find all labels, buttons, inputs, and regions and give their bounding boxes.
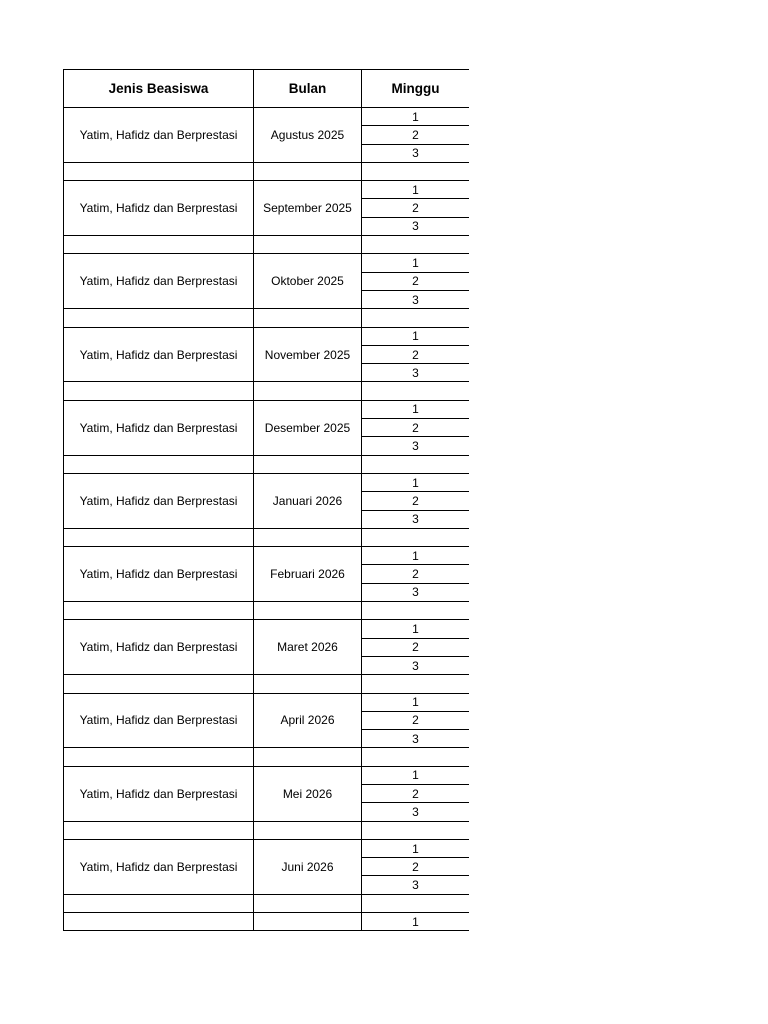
minggu-cell: 1 [362, 839, 470, 857]
schedule-sheet [63, 69, 469, 936]
spacer-row [64, 382, 470, 400]
empty-cell [64, 748, 254, 766]
minggu-cell: 1 [362, 108, 470, 126]
bulan-cell: Januari 2026 [254, 473, 362, 528]
minggu-cell: 3 [362, 144, 470, 162]
table-row [64, 913, 470, 931]
bulan-cell: April 2026 [254, 693, 362, 748]
header-bulan: Bulan [254, 70, 362, 108]
empty-cell [362, 528, 470, 546]
jenis-beasiswa-cell: Yatim, Hafidz dan Berprestasi [64, 839, 254, 894]
bulan-cell: Februari 2026 [254, 547, 362, 602]
minggu-cell: 3 [362, 656, 470, 674]
jenis-beasiswa-cell: Yatim, Hafidz dan Berprestasi [64, 108, 254, 163]
spacer-row [64, 528, 470, 546]
jenis-beasiswa-cell: Yatim, Hafidz dan Berprestasi [64, 181, 254, 236]
minggu-cell: 3 [362, 510, 470, 528]
empty-cell [362, 236, 470, 254]
empty-cell [362, 162, 470, 180]
minggu-cell: 3 [362, 217, 470, 235]
minggu-cell: 1 [362, 766, 470, 784]
table-row [64, 766, 470, 784]
empty-cell [64, 602, 254, 620]
empty-cell [64, 382, 254, 400]
minggu-cell: 2 [362, 419, 470, 437]
jenis-beasiswa-cell: Yatim, Hafidz dan Berprestasi [64, 620, 254, 675]
jenis-beasiswa-cell: Yatim, Hafidz dan Berprestasi [64, 327, 254, 382]
empty-cell [254, 236, 362, 254]
empty-cell [362, 675, 470, 693]
minggu-cell: 3 [362, 730, 470, 748]
table-row [64, 839, 470, 857]
empty-cell [362, 455, 470, 473]
minggu-cell: 3 [362, 437, 470, 455]
minggu-cell: 2 [362, 345, 470, 363]
empty-cell [64, 821, 254, 839]
empty-cell [362, 748, 470, 766]
empty-cell [254, 821, 362, 839]
minggu-cell: 2 [362, 711, 470, 729]
empty-cell [64, 528, 254, 546]
jenis-beasiswa-cell: Yatim, Hafidz dan Berprestasi [64, 473, 254, 528]
jenis-beasiswa-cell: Yatim, Hafidz dan Berprestasi [64, 547, 254, 602]
header-row [64, 70, 470, 108]
bulan-cell [254, 913, 362, 931]
minggu-cell: 1 [362, 620, 470, 638]
minggu-cell: 3 [362, 290, 470, 308]
jenis-beasiswa-cell: Yatim, Hafidz dan Berprestasi [64, 693, 254, 748]
empty-cell [254, 675, 362, 693]
header-minggu: Minggu [362, 70, 470, 108]
bulan-cell: Mei 2026 [254, 766, 362, 821]
empty-cell [254, 894, 362, 912]
minggu-cell: 1 [362, 913, 470, 931]
minggu-cell: 2 [362, 199, 470, 217]
empty-cell [254, 748, 362, 766]
table-row [64, 327, 470, 345]
minggu-cell: 2 [362, 638, 470, 656]
minggu-cell: 1 [362, 254, 470, 272]
spacer-row [64, 162, 470, 180]
spacer-row [64, 894, 470, 912]
empty-cell [64, 675, 254, 693]
jenis-beasiswa-cell: Yatim, Hafidz dan Berprestasi [64, 766, 254, 821]
table-row [64, 620, 470, 638]
jenis-beasiswa-cell: Yatim, Hafidz dan Berprestasi [64, 400, 254, 455]
empty-cell [64, 309, 254, 327]
bulan-cell: Oktober 2025 [254, 254, 362, 309]
empty-cell [362, 602, 470, 620]
empty-cell [254, 528, 362, 546]
empty-cell [254, 162, 362, 180]
spacer-row [64, 821, 470, 839]
empty-cell [254, 382, 362, 400]
bulan-cell: November 2025 [254, 327, 362, 382]
table-row [64, 108, 470, 126]
table-row [64, 400, 470, 418]
minggu-cell: 1 [362, 693, 470, 711]
minggu-cell: 1 [362, 400, 470, 418]
bulan-cell: Maret 2026 [254, 620, 362, 675]
table-row [64, 693, 470, 711]
table-row [64, 473, 470, 491]
header-jenis-beasiswa: Jenis Beasiswa [64, 70, 254, 108]
minggu-cell: 3 [362, 364, 470, 382]
empty-cell [254, 602, 362, 620]
spacer-row [64, 748, 470, 766]
minggu-cell: 1 [362, 181, 470, 199]
empty-cell [64, 162, 254, 180]
jenis-beasiswa-cell [64, 913, 254, 931]
minggu-cell: 1 [362, 327, 470, 345]
bulan-cell: September 2025 [254, 181, 362, 236]
spacer-row [64, 236, 470, 254]
minggu-cell: 2 [362, 858, 470, 876]
spacer-row [64, 455, 470, 473]
empty-cell [64, 236, 254, 254]
schedule-table [63, 69, 469, 931]
minggu-cell: 2 [362, 272, 470, 290]
table-row [64, 547, 470, 565]
minggu-cell: 2 [362, 784, 470, 802]
spacer-row [64, 602, 470, 620]
minggu-cell: 3 [362, 583, 470, 601]
empty-cell [254, 309, 362, 327]
spacer-row [64, 675, 470, 693]
empty-cell [254, 455, 362, 473]
spacer-row [64, 309, 470, 327]
minggu-cell: 3 [362, 876, 470, 894]
empty-cell [362, 821, 470, 839]
minggu-cell: 2 [362, 565, 470, 583]
schedule-body [64, 108, 470, 931]
bulan-cell: Juni 2026 [254, 839, 362, 894]
bulan-cell: Desember 2025 [254, 400, 362, 455]
minggu-cell: 3 [362, 803, 470, 821]
minggu-cell: 2 [362, 492, 470, 510]
table-row [64, 254, 470, 272]
jenis-beasiswa-cell: Yatim, Hafidz dan Berprestasi [64, 254, 254, 309]
empty-cell [362, 894, 470, 912]
empty-cell [64, 455, 254, 473]
bulan-cell: Agustus 2025 [254, 108, 362, 163]
minggu-cell: 1 [362, 547, 470, 565]
minggu-cell: 1 [362, 473, 470, 491]
empty-cell [362, 382, 470, 400]
empty-cell [362, 309, 470, 327]
table-row [64, 181, 470, 199]
minggu-cell: 2 [362, 126, 470, 144]
empty-cell [64, 894, 254, 912]
